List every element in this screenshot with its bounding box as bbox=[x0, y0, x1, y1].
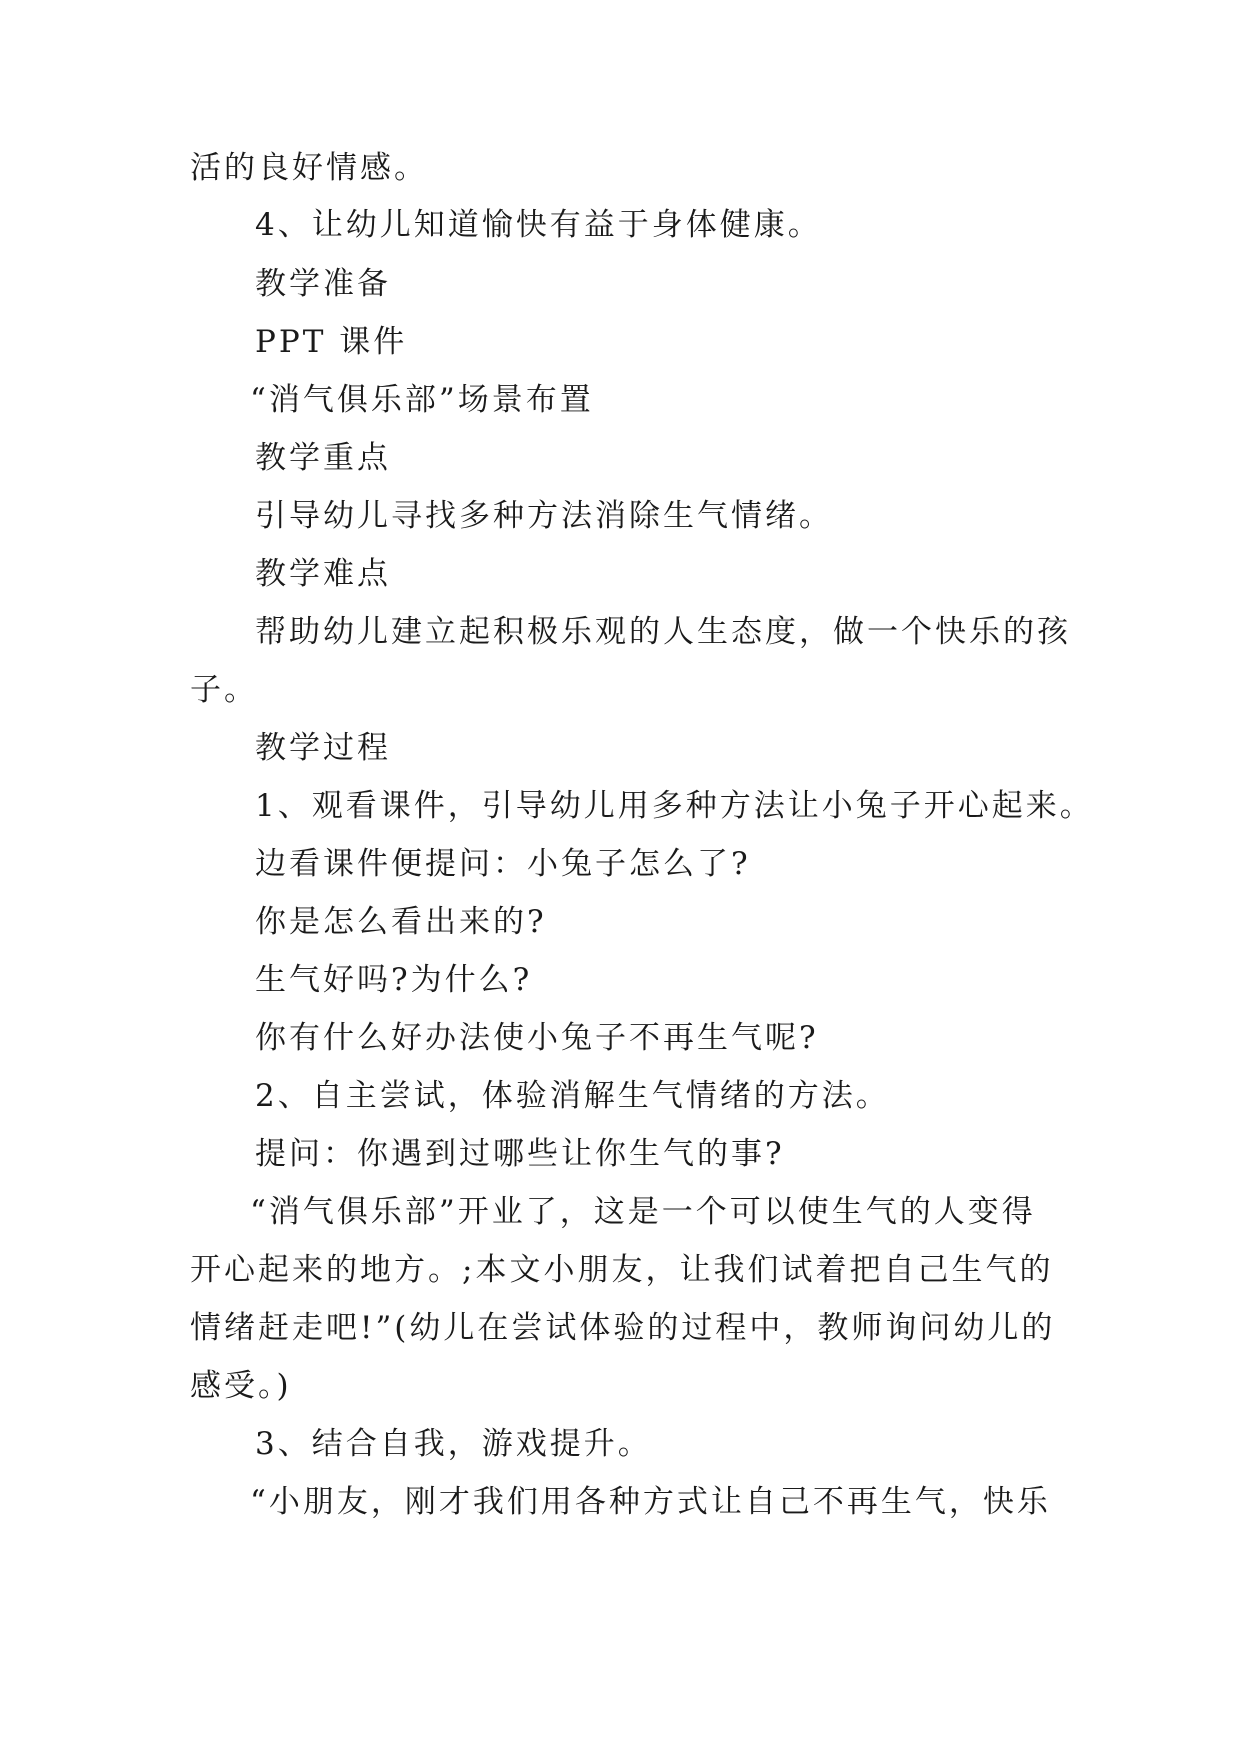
text-line: 你是怎么看出来的? bbox=[255, 904, 547, 940]
text-line: 活的良好情感。 bbox=[190, 150, 428, 186]
section-heading: 教学过程 bbox=[255, 730, 391, 766]
section-heading: 教学难点 bbox=[255, 556, 391, 592]
text-line: 生气好吗?为什么? bbox=[255, 962, 533, 998]
text-line: “消气俱乐部”场景布置 bbox=[250, 382, 594, 418]
text-line: 2、自主尝试，体验消解生气情绪的方法。 bbox=[255, 1078, 890, 1114]
text-line: 帮助幼儿建立起积极乐观的人生态度，做一个快乐的孩 bbox=[255, 614, 1071, 650]
text-line: 3、结合自我，游戏提升。 bbox=[255, 1426, 652, 1462]
text-line: 4、让幼儿知道愉快有益于身体健康。 bbox=[255, 207, 822, 243]
text-line: 子。 bbox=[190, 672, 258, 708]
section-heading: 教学重点 bbox=[255, 440, 391, 476]
text-line: 引导幼儿寻找多种方法消除生气情绪。 bbox=[255, 498, 833, 534]
text-line: 你有什么好办法使小兔子不再生气呢? bbox=[255, 1020, 819, 1056]
text-line: PPT 课件 bbox=[255, 324, 408, 360]
text-line: 感受。) bbox=[190, 1368, 292, 1404]
text-line: “消气俱乐部”开业了，这是一个可以使生气的人变得 bbox=[250, 1194, 1036, 1230]
text-line: 情绪赶走吧!”(幼儿在尝试体验的过程中，教师询问幼儿的 bbox=[190, 1310, 1056, 1346]
text-line: 1、观看课件，引导幼儿用多种方法让小兔子开心起来。 bbox=[255, 788, 1094, 824]
text-line: 提问：你遇到过哪些让你生气的事? bbox=[255, 1136, 785, 1172]
section-heading: 教学准备 bbox=[255, 266, 391, 302]
text-line: 开心起来的地方。;本文小朋友，让我们试着把自己生气的 bbox=[190, 1252, 1054, 1288]
text-line: “小朋友，刚才我们用各种方式让自己不再生气，快乐 bbox=[250, 1484, 1051, 1520]
text-line: 边看课件便提问：小兔子怎么了? bbox=[255, 846, 751, 882]
